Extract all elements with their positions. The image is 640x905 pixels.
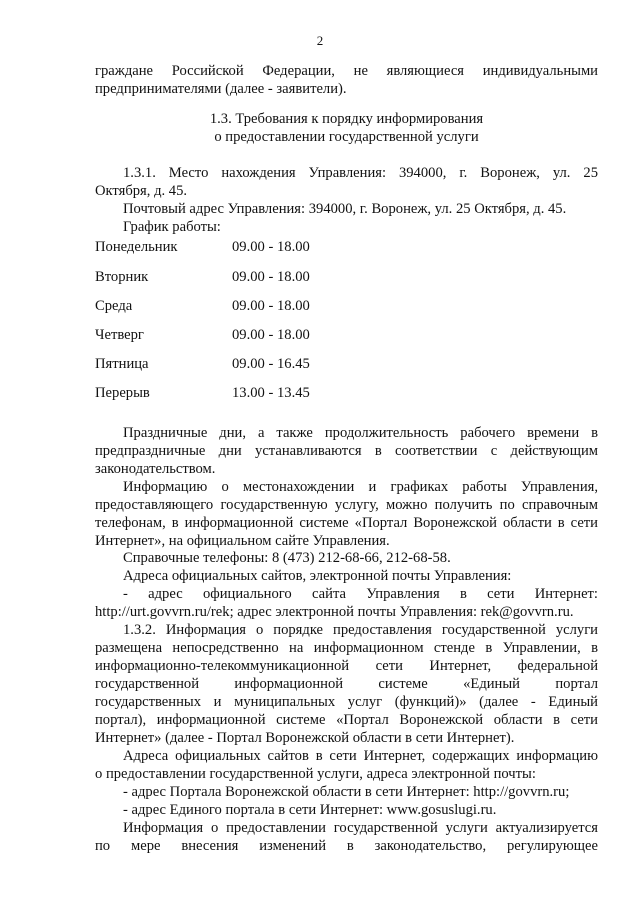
schedule-time: 09.00 - 16.45 bbox=[232, 356, 310, 372]
info-procedure-line-3: информационно-телекоммуникационной сети Интернет, федеральной bbox=[95, 658, 598, 674]
schedule-time: 13.00 - 13.45 bbox=[232, 385, 310, 401]
holidays-line-3: законодательством. bbox=[95, 461, 216, 477]
intro-line-2: предпринимателями (далее - заявители). bbox=[95, 81, 347, 97]
info-location-line-1: Информацию о местонахождении и графиках работы Управления, bbox=[123, 479, 598, 495]
sites-title: Адреса официальных сайтов, электронной почты Управления: bbox=[123, 568, 512, 584]
schedule-row bbox=[95, 268, 495, 286]
schedule-row bbox=[95, 384, 495, 402]
info-location-line-4: Интернет», на официальном сайте Управления. bbox=[95, 533, 390, 549]
schedule-day: Вторник bbox=[95, 269, 149, 285]
section-heading-line-1: 1.3. Требования к порядку информирования bbox=[209, 111, 484, 127]
info-location-line-2: предоставляющего государственную услугу, можно получить по справочным bbox=[95, 497, 598, 513]
schedule-time: 09.00 - 18.00 bbox=[232, 239, 310, 255]
portal-voronezh-address: - адрес Портала Воронежской области в сети Интернет: http://govvrn.ru; bbox=[123, 784, 570, 800]
holidays-line-1: Праздничные дни, а также продолжительность рабочего времени в bbox=[123, 425, 598, 441]
update-info-line-1: Информация о предоставлении государственной услуги актуализируется bbox=[123, 820, 598, 836]
sites-item-line-2: http://urt.govvrn.ru/rek; адрес электронной почты Управления: rek@govvrn.ru. bbox=[95, 604, 574, 620]
page-number: 2 bbox=[316, 33, 324, 48]
holidays-line-2: предпраздничные дни устанавливаются в соответствии с действующим bbox=[95, 443, 598, 459]
portal-unified-address: - адрес Единого портала в сети Интернет: www.gosuslugi.ru. bbox=[123, 802, 497, 818]
schedule-title: График работы: bbox=[123, 219, 221, 235]
info-procedure-line-5: государственных и муниципальных услуг (функций)» (далее - Единый bbox=[95, 694, 598, 710]
location-line-1: 1.3.1. Место нахождения Управления: 394000, г. Воронеж, ул. 25 bbox=[123, 165, 598, 181]
reference-phones: Справочные телефоны: 8 (473) 212-68-66, 212-68-58. bbox=[123, 550, 451, 566]
schedule-row bbox=[95, 297, 495, 315]
info-procedure-line-4: государственной информационной системе «Единый портал bbox=[95, 676, 598, 692]
info-procedure-line-1: 1.3.2. Информация о порядке предоставления государственной услуги bbox=[123, 622, 598, 638]
schedule-row bbox=[95, 355, 495, 373]
info-location-line-3: телефонам, в информационной системе «Портал Воронежской области в сети bbox=[95, 515, 598, 531]
schedule-day: Пятница bbox=[95, 356, 149, 372]
schedule-day: Четверг bbox=[95, 327, 144, 343]
intro-line-1: граждане Российской Федерации, не являющиеся индивидуальными bbox=[95, 63, 598, 79]
schedule-day: Понедельник bbox=[95, 239, 178, 255]
info-procedure-line-2: размещена непосредственно на информационном стенде в Управлении, в bbox=[95, 640, 598, 656]
schedule-day: Среда bbox=[95, 298, 133, 314]
info-procedure-line-6: портал), информационной системе «Портал Воронежской области в сети bbox=[95, 712, 598, 728]
schedule-time: 09.00 - 18.00 bbox=[232, 269, 310, 285]
schedule-row bbox=[95, 326, 495, 344]
location-line-2: Октября, д. 45. bbox=[95, 183, 188, 199]
update-info-line-2: по мере внесения изменений в законодательство, регулирующее bbox=[95, 838, 598, 854]
sites-item-line-1: - адрес официального сайта Управления в сети Интернет: bbox=[123, 586, 598, 602]
internet-addresses-line-1: Адреса официальных сайтов в сети Интернет, содержащих информацию bbox=[123, 748, 598, 764]
section-heading-line-2: о предоставлении государственной услуги bbox=[214, 129, 479, 145]
postal-address: Почтовый адрес Управления: 394000, г. Воронеж, ул. 25 Октября, д. 45. bbox=[123, 201, 567, 217]
internet-addresses-line-2: о предоставлении государственной услуги, адреса электронной почты: bbox=[95, 766, 536, 782]
schedule-time: 09.00 - 18.00 bbox=[232, 298, 310, 314]
info-procedure-line-7: Интернет» (далее - Портал Воронежской области в сети Интернет). bbox=[95, 730, 515, 746]
schedule-row bbox=[95, 238, 495, 256]
schedule-time: 09.00 - 18.00 bbox=[232, 327, 310, 343]
schedule-day: Перерыв bbox=[95, 385, 150, 401]
